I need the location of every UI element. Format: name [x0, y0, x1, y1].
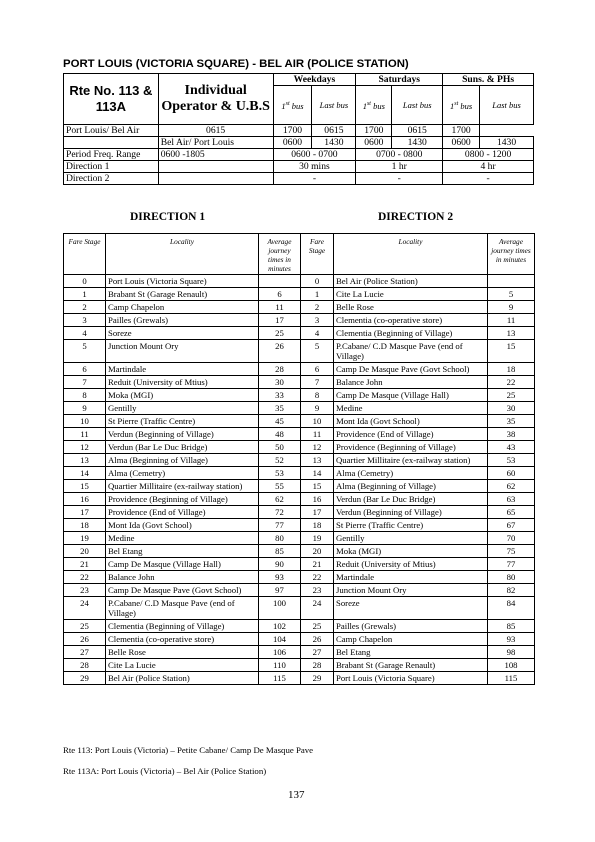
dir1-journey-time: 6 — [259, 288, 301, 301]
dir2-fare-stage: 15 — [301, 480, 334, 493]
dir2-journey-time: 9 — [488, 301, 535, 314]
dir2-locality: Clementia (Beginning of Village) — [334, 327, 488, 340]
dir1-locality: Port Louis (Victoria Square) — [106, 275, 259, 288]
dir2-fare-stage: 4 — [301, 327, 334, 340]
direction-1-row-value: 30 mins — [273, 161, 356, 173]
dir1-locality: Clementia (Beginning of Village) — [106, 620, 259, 633]
footnote-route-113: Rte 113: Port Louis (Victoria) – Petite Cabane/ Camp De Masque Pave — [63, 745, 314, 755]
operator-spacer — [64, 137, 159, 149]
dir2-locality: Bel Air (Police Station) — [334, 275, 488, 288]
dir2-journey-time: 35 — [488, 415, 535, 428]
dir2-journey-time: 98 — [488, 646, 535, 659]
dir2-fare-stage: 10 — [301, 415, 334, 428]
dir1-journey-time: 45 — [259, 415, 301, 428]
fare-stage-header: Fare Stage — [64, 234, 106, 275]
dir1-fare-stage: 1 — [64, 288, 106, 301]
route-number: Rte No. 113 & 113A — [64, 74, 159, 125]
dir1-locality: Reduit (University of Mtius) — [106, 376, 259, 389]
dir2-journey-time: 60 — [488, 467, 535, 480]
direction-2-row-value: - — [273, 173, 356, 185]
first-bus-ordinal: st — [454, 101, 459, 108]
dir2-locality: Medine — [334, 402, 488, 415]
dir1-fare-stage: 23 — [64, 584, 106, 597]
dir2-locality: St Pierre (Traffic Centre) — [334, 519, 488, 532]
stop-row — [64, 506, 535, 519]
dir1-journey-time: 115 — [259, 672, 301, 685]
dir1-locality: Alma (Cemetry) — [106, 467, 259, 480]
stop-row — [64, 441, 535, 454]
dir2-fare-stage: 28 — [301, 659, 334, 672]
dir2-journey-time: 25 — [488, 389, 535, 402]
dir1-locality: Pailles (Grewals) — [106, 314, 259, 327]
dir2-journey-time: 62 — [488, 480, 535, 493]
origin-destination: Bel Air/ Port Louis — [158, 137, 273, 149]
last-bus-header: Last bus — [312, 86, 356, 125]
departure-time: 0600 — [356, 137, 392, 149]
stop-row — [64, 454, 535, 467]
dir1-locality: Balance John — [106, 571, 259, 584]
stop-row — [64, 672, 535, 685]
dir1-fare-stage: 20 — [64, 545, 106, 558]
dir2-journey-time: 22 — [488, 376, 535, 389]
period-row-value: 0800 - 1200 — [443, 149, 534, 161]
dir1-locality: Bel Etang — [106, 545, 259, 558]
dir2-locality: Brabant St (Garage Renault) — [334, 659, 488, 672]
dir1-journey-time: 17 — [259, 314, 301, 327]
operator-label: Individual Operator & U.B.S — [158, 74, 273, 125]
dir2-journey-time: 11 — [488, 314, 535, 327]
dir2-locality: Cite La Lucie — [334, 288, 488, 301]
period-row-value: 0600 - 0700 — [273, 149, 356, 161]
dir1-journey-time: 50 — [259, 441, 301, 454]
dir1-locality: Cite La Lucie — [106, 659, 259, 672]
dir2-locality: Alma (Beginning of Village) — [334, 480, 488, 493]
first-bus-ordinal: st — [366, 101, 371, 108]
dir1-journey-time: 26 — [259, 340, 301, 363]
dir2-locality: Moka (MGI) — [334, 545, 488, 558]
dir1-fare-stage: 25 — [64, 620, 106, 633]
dir1-locality: St Pierre (Traffic Centre) — [106, 415, 259, 428]
dir2-locality: Camp Chapelon — [334, 633, 488, 646]
dir2-journey-time: 13 — [488, 327, 535, 340]
departure-time: 0615 — [158, 125, 273, 137]
dir1-journey-time: 102 — [259, 620, 301, 633]
dir1-journey-time: 90 — [259, 558, 301, 571]
stop-row — [64, 340, 535, 363]
dir1-locality: Medine — [106, 532, 259, 545]
timetable-header-table — [63, 73, 534, 185]
timetable-row — [64, 137, 534, 149]
direction-2-row-label: Direction 2 — [64, 173, 159, 185]
dir2-fare-stage: 6 — [301, 363, 334, 376]
dir1-journey-time: 77 — [259, 519, 301, 532]
origin-destination: Port Louis/ Bel Air — [64, 125, 159, 137]
dir1-journey-time: 72 — [259, 506, 301, 519]
dir1-journey-time: 80 — [259, 532, 301, 545]
dir2-journey-time — [488, 275, 535, 288]
dir1-journey-time: 33 — [259, 389, 301, 402]
stop-row — [64, 301, 535, 314]
dir2-locality: Pailles (Grewals) — [334, 620, 488, 633]
dir2-fare-stage: 23 — [301, 584, 334, 597]
dir1-fare-stage: 0 — [64, 275, 106, 288]
stop-row — [64, 480, 535, 493]
period-row-range: 0600 -1805 — [158, 149, 273, 161]
dir2-fare-stage: 19 — [301, 532, 334, 545]
dir2-journey-time: 93 — [488, 633, 535, 646]
dir2-locality: Alma (Cemetry) — [334, 467, 488, 480]
dir1-journey-time: 28 — [259, 363, 301, 376]
dir1-fare-stage: 4 — [64, 327, 106, 340]
departure-time: 0615 — [392, 125, 443, 137]
dir1-fare-stage: 27 — [64, 646, 106, 659]
dir1-journey-time: 11 — [259, 301, 301, 314]
direction-1-row-value: 4 hr — [443, 161, 534, 173]
stop-row — [64, 519, 535, 532]
dir2-fare-stage: 29 — [301, 672, 334, 685]
dir2-fare-stage: 0 — [301, 275, 334, 288]
first-bus-prefix: 1 — [281, 100, 286, 111]
period-row — [64, 149, 534, 161]
dir1-locality: Martindale — [106, 363, 259, 376]
dir2-fare-stage: 5 — [301, 340, 334, 363]
dir1-locality: Junction Mount Ory — [106, 340, 259, 363]
dir2-locality: Junction Mount Ory — [334, 584, 488, 597]
locality-header: Locality — [106, 234, 259, 275]
dir1-journey-time: 30 — [259, 376, 301, 389]
dir1-locality: Camp De Masque (Village Hall) — [106, 558, 259, 571]
dir2-journey-time: 75 — [488, 545, 535, 558]
direction-2-row-value: - — [356, 173, 443, 185]
dir1-fare-stage: 14 — [64, 467, 106, 480]
departure-time: 1700 — [273, 125, 312, 137]
dir2-locality: Verdun (Bar Le Duc Bridge) — [334, 493, 488, 506]
dir1-journey-time: 35 — [259, 402, 301, 415]
dir2-locality: Providence (Beginning of Village) — [334, 441, 488, 454]
dir2-locality: Clementia (co-operative store) — [334, 314, 488, 327]
dir1-fare-stage: 22 — [64, 571, 106, 584]
dir1-locality: Soreze — [106, 327, 259, 340]
dir2-fare-stage: 3 — [301, 314, 334, 327]
dir1-locality: Mont Ida (Govt School) — [106, 519, 259, 532]
stop-row — [64, 659, 535, 672]
header-group-row — [64, 74, 534, 86]
stop-row — [64, 571, 535, 584]
group-sundays-phs: Suns. & PHs — [443, 74, 534, 86]
stop-row — [64, 275, 535, 288]
dir2-fare-stage: 2 — [301, 301, 334, 314]
direction-2-row-value: - — [443, 173, 534, 185]
dir1-fare-stage: 17 — [64, 506, 106, 519]
stops-header-row — [64, 234, 535, 275]
direction-2-heading: DIRECTION 2 — [378, 211, 454, 223]
dir2-locality: Belle Rose — [334, 301, 488, 314]
dir2-journey-time: 38 — [488, 428, 535, 441]
dir2-fare-stage: 12 — [301, 441, 334, 454]
stop-row — [64, 597, 535, 620]
first-bus-label: bus — [291, 100, 304, 111]
dir2-fare-stage: 7 — [301, 376, 334, 389]
dir2-journey-time: 85 — [488, 620, 535, 633]
dir1-journey-time — [259, 275, 301, 288]
dir1-journey-time: 100 — [259, 597, 301, 620]
dir1-journey-time: 97 — [259, 584, 301, 597]
dir2-journey-time: 15 — [488, 340, 535, 363]
dir1-journey-time: 106 — [259, 646, 301, 659]
dir1-journey-time: 62 — [259, 493, 301, 506]
timetable-row — [64, 125, 534, 137]
dir1-fare-stage: 12 — [64, 441, 106, 454]
last-bus-header: Last bus — [480, 86, 534, 125]
departure-time: 1700 — [356, 125, 392, 137]
dir1-locality: Providence (Beginning of Village) — [106, 493, 259, 506]
stop-row — [64, 532, 535, 545]
direction-1-row-range — [158, 161, 273, 173]
dir2-fare-stage: 18 — [301, 519, 334, 532]
direction-1-row-label: Direction 1 — [64, 161, 159, 173]
dir1-locality: Alma (Beginning of Village) — [106, 454, 259, 467]
dir2-locality: Martindale — [334, 571, 488, 584]
dir2-fare-stage: 11 — [301, 428, 334, 441]
dir1-locality: Gentilly — [106, 402, 259, 415]
dir2-locality: Reduit (University of Mtius) — [334, 558, 488, 571]
dir1-fare-stage: 2 — [64, 301, 106, 314]
last-bus-header: Last bus — [392, 86, 443, 125]
departure-time: 1430 — [480, 137, 534, 149]
dir1-journey-time: 48 — [259, 428, 301, 441]
dir1-fare-stage: 6 — [64, 363, 106, 376]
departure-time: 1430 — [392, 137, 443, 149]
dir1-locality: Camp De Masque Pave (Govt School) — [106, 584, 259, 597]
dir1-fare-stage: 15 — [64, 480, 106, 493]
dir2-fare-stage: 25 — [301, 620, 334, 633]
dir2-journey-time: 30 — [488, 402, 535, 415]
dir1-fare-stage: 10 — [64, 415, 106, 428]
stops-table — [63, 233, 535, 685]
dir1-fare-stage: 26 — [64, 633, 106, 646]
dir2-locality: Verdun (Beginning of Village) — [334, 506, 488, 519]
stop-row — [64, 415, 535, 428]
dir2-fare-stage: 8 — [301, 389, 334, 402]
dir1-fare-stage: 11 — [64, 428, 106, 441]
dir2-journey-time: 115 — [488, 672, 535, 685]
dir1-locality: P.Cabane/ C.D Masque Pave (end of Village) — [106, 597, 259, 620]
dir1-locality: Quartier Millitaire (ex-railway station) — [106, 480, 259, 493]
stop-row — [64, 428, 535, 441]
stop-row — [64, 327, 535, 340]
dir2-journey-time: 67 — [488, 519, 535, 532]
dir1-fare-stage: 3 — [64, 314, 106, 327]
dir1-fare-stage: 7 — [64, 376, 106, 389]
dir2-fare-stage: 13 — [301, 454, 334, 467]
dir2-locality: Camp De Masque Pave (Govt School) — [334, 363, 488, 376]
dir2-journey-time: 18 — [488, 363, 535, 376]
dir2-fare-stage: 20 — [301, 545, 334, 558]
dir1-locality: Moka (MGI) — [106, 389, 259, 402]
dir2-locality: Bel Etang — [334, 646, 488, 659]
departure-time: 0615 — [312, 125, 356, 137]
stop-row — [64, 545, 535, 558]
dir1-fare-stage: 8 — [64, 389, 106, 402]
dir2-fare-stage: 22 — [301, 571, 334, 584]
dir2-fare-stage: 16 — [301, 493, 334, 506]
dir2-locality: Balance John — [334, 376, 488, 389]
dir1-fare-stage: 9 — [64, 402, 106, 415]
dir1-journey-time: 52 — [259, 454, 301, 467]
dir2-journey-time: 63 — [488, 493, 535, 506]
dir1-locality: Verdun (Bar Le Duc Bridge) — [106, 441, 259, 454]
dir2-journey-time: 77 — [488, 558, 535, 571]
dir2-journey-time: 43 — [488, 441, 535, 454]
dir1-fare-stage: 19 — [64, 532, 106, 545]
dir2-locality: Providence (End of Village) — [334, 428, 488, 441]
direction-2-row-range — [158, 173, 273, 185]
first-bus-prefix: 1 — [450, 100, 455, 111]
dir2-journey-time: 80 — [488, 571, 535, 584]
dir2-locality: Camp De Masque (Village Hall) — [334, 389, 488, 402]
dir2-journey-time: 70 — [488, 532, 535, 545]
first-bus-ordinal: st — [285, 101, 290, 108]
dir1-fare-stage: 29 — [64, 672, 106, 685]
dir1-locality: Verdun (Beginning of Village) — [106, 428, 259, 441]
dir2-journey-time: 5 — [488, 288, 535, 301]
dir2-locality: Quartier Millitaire (ex-railway station) — [334, 454, 488, 467]
dir2-journey-time: 84 — [488, 597, 535, 620]
footnote-route-113a: Rte 113A: Port Louis (Victoria) – Bel Air (Police Station) — [63, 766, 267, 776]
first-bus-prefix: 1 — [362, 100, 367, 111]
dir2-fare-stage: 17 — [301, 506, 334, 519]
dir1-journey-time: 25 — [259, 327, 301, 340]
dir1-journey-time: 55 — [259, 480, 301, 493]
dir2-locality: Gentilly — [334, 532, 488, 545]
stop-row — [64, 467, 535, 480]
departure-time: 1700 — [443, 125, 480, 137]
dir1-locality: Belle Rose — [106, 646, 259, 659]
dir1-fare-stage: 24 — [64, 597, 106, 620]
stop-row — [64, 584, 535, 597]
stop-row — [64, 646, 535, 659]
dir1-locality: Brabant St (Garage Renault) — [106, 288, 259, 301]
dir2-fare-stage: 21 — [301, 558, 334, 571]
dir2-journey-time: 53 — [488, 454, 535, 467]
dir1-fare-stage: 18 — [64, 519, 106, 532]
dir1-journey-time: 85 — [259, 545, 301, 558]
dir2-fare-stage: 14 — [301, 467, 334, 480]
dir1-locality: Bel Air (Police Station) — [106, 672, 259, 685]
stop-row — [64, 402, 535, 415]
dir2-journey-time: 82 — [488, 584, 535, 597]
stop-row — [64, 389, 535, 402]
departure-time: 0600 — [443, 137, 480, 149]
stop-row — [64, 558, 535, 571]
dir1-journey-time: 110 — [259, 659, 301, 672]
direction-1-row-value: 1 hr — [356, 161, 443, 173]
first-bus-header — [356, 86, 392, 125]
dir1-journey-time: 53 — [259, 467, 301, 480]
direction-1-heading: DIRECTION 1 — [130, 211, 206, 223]
dir2-fare-stage: 24 — [301, 597, 334, 620]
dir2-locality: Port Louis (Victoria Square) — [334, 672, 488, 685]
stop-row — [64, 288, 535, 301]
stop-row — [64, 314, 535, 327]
group-saturdays: Saturdays — [356, 74, 443, 86]
period-row-label: Period Freq. Range — [64, 149, 159, 161]
dir1-locality: Camp Chapelon — [106, 301, 259, 314]
dir2-locality: Soreze — [334, 597, 488, 620]
dir2-journey-time: 108 — [488, 659, 535, 672]
first-bus-header — [273, 86, 312, 125]
departure-time: 0600 — [273, 137, 312, 149]
departure-time: 1430 — [312, 137, 356, 149]
dir2-fare-stage: 9 — [301, 402, 334, 415]
first-bus-label: bus — [373, 100, 385, 111]
dir2-fare-stage: 27 — [301, 646, 334, 659]
dir2-journey-time: 65 — [488, 506, 535, 519]
stop-row — [64, 493, 535, 506]
dir1-locality: Clementia (co-operative store) — [106, 633, 259, 646]
direction-1-row — [64, 161, 534, 173]
first-bus-header — [443, 86, 480, 125]
dir1-fare-stage: 5 — [64, 340, 106, 363]
fare-stage-header: Fare Stage — [301, 234, 334, 275]
dir2-fare-stage: 26 — [301, 633, 334, 646]
avg-journey-header: Average journey times in minutes — [259, 234, 301, 275]
avg-journey-header: Average journey times in minutes — [488, 234, 535, 275]
dir1-fare-stage: 21 — [64, 558, 106, 571]
locality-header: Locality — [334, 234, 488, 275]
dir1-fare-stage: 13 — [64, 454, 106, 467]
dir2-locality: Mont Ida (Govt School) — [334, 415, 488, 428]
group-weekdays: Weekdays — [273, 74, 356, 86]
dir2-fare-stage: 1 — [301, 288, 334, 301]
dir2-locality: P.Cabane/ C.D Masque Pave (end of Village) — [334, 340, 488, 363]
stop-row — [64, 620, 535, 633]
dir1-fare-stage: 16 — [64, 493, 106, 506]
first-bus-label: bus — [460, 100, 473, 111]
page-title: PORT LOUIS (VICTORIA SQUARE) - BEL AIR (POLICE STATION) — [63, 58, 409, 70]
period-row-value: 0700 - 0800 — [356, 149, 443, 161]
direction-2-row — [64, 173, 534, 185]
dir1-journey-time: 93 — [259, 571, 301, 584]
stop-row — [64, 376, 535, 389]
dir1-journey-time: 104 — [259, 633, 301, 646]
stop-row — [64, 633, 535, 646]
page-number: 137 — [288, 789, 305, 801]
dir1-fare-stage: 28 — [64, 659, 106, 672]
stop-row — [64, 363, 535, 376]
dir1-locality: Providence (End of Village) — [106, 506, 259, 519]
